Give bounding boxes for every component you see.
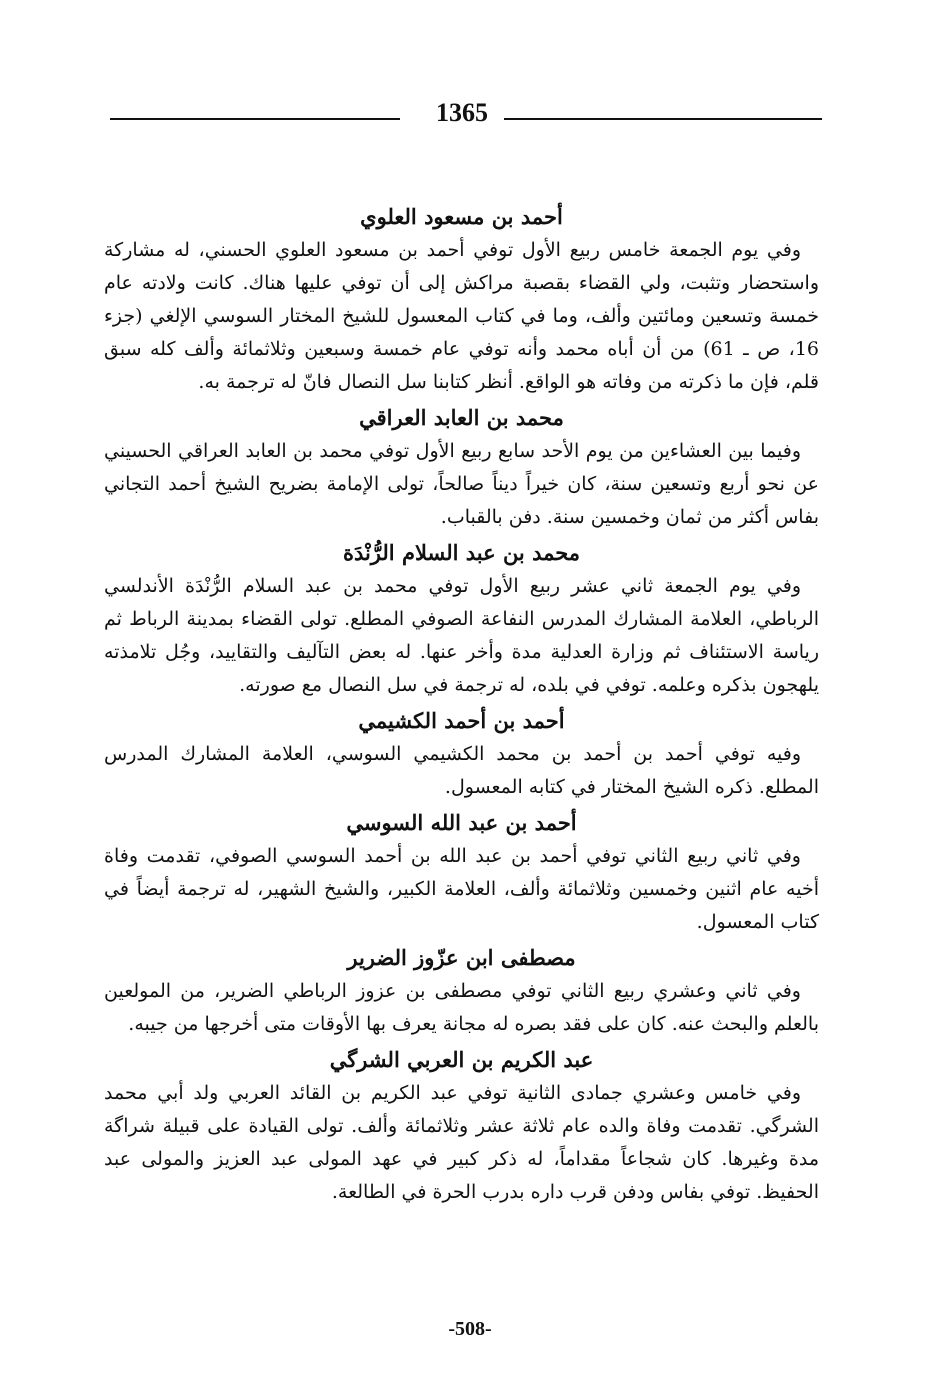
header-rule-left (110, 118, 400, 120)
section-title: عبد الكريم بن العربي الشرگي (329, 1047, 594, 1072)
section-paragraph: وفي خامس وعشري جمادى الثانية توفي عبد الكريم بن القائد العربي ولد أبي محمد الشرگي. تقدمت وفاة والده عام ثلاثة عشر وثلاثمائة وألف. تولى القيادة على قبيلة شراگة مدة وغيرها. كان شجاعاً مقداماً، له ذكر كبير في عهد المولى عبد العزيز والمولى عبد الحفيظ. توفي بفاس ودفن قرب داره بدرب الحرة في الطالعة. (104, 1082, 819, 1203)
section-paragraph: وفي يوم الجمعة خامس ربيع الأول توفي أحمد بن مسعود العلوي الحسني، له مشاركة واستحضار وتثبت، ولي القضاء بقصبة مراكش إلى أن توفي عليها هناك. كانت ولادته عام خمسة وتسعين ومائتين وألف، وما في كتاب المعسول للشيخ المختار السوسي الإلغي (جزء 16، ص ـ 61) من أن أباه محمد وأنه توفي عام خمسة وسبعين وثلاثمائة وألف كله سبق قلم، فإن ما ذكرته من وفاته هو الواقع. أنظر كتابنا سل النصال فانّ له ترجمة به. (104, 239, 819, 393)
section-title: أحمد بن مسعود العلوي (360, 204, 563, 229)
section-paragraph: وفي ثاني وعشري ربيع الثاني توفي مصطفى بن عزوز الرباطي الضرير، من المولعين بالعلم والبحث عنه. كان على فقد بصره له مجانة يعرف بها الأوقات متى أخرجها من جيبه. (104, 980, 819, 1035)
section-paragraph: وفي يوم الجمعة ثاني عشر ربيع الأول توفي محمد بن عبد السلام الرُّنْدَة الأندلسي الرباطي، العلامة المشارك المدرس النفاعة الصوفي المطلع. تولى القضاء بمدينة الرباط ثم رياسة الاستئناف ثم وزارة العدلية مدة وأخر عنها. له بعض التآليف والتقاييد، وجُل تلامذته يلهجون بذكره وعلمه. توفي في بلده، له ترجمة في سل النصال مع صورته. (104, 575, 819, 696)
section-title: أحمد بن أحمد الكشيمي (358, 708, 565, 733)
section-title: محمد بن عبد السلام الرُّنْدَة (342, 540, 581, 565)
section-title: أحمد بن عبد الله السوسي (346, 810, 577, 835)
section-title: محمد بن العابد العراقي (359, 405, 564, 430)
section-paragraph: وفيما بين العشاءين من يوم الأحد سابع ربيع الأول توفي محمد بن العابد العراقي الحسيني عن نحو أربع وتسعين سنة، كان خيراً ديناً صالحاً، تولى الإمامة بضريح الشيخ أحمد التجاني بفاس أكثر من ثمان وخمسين سنة. دفن بالقباب. (104, 440, 819, 528)
section-paragraph: وفي ثاني ربيع الثاني توفي أحمد بن عبد الله بن أحمد السوسي الصوفي، تقدمت وفاة أخيه عام اثنين وخمسين وثلاثمائة وألف، العلامة الكبير، والشيخ الشهير، له ترجمة أيضاً في كتاب المعسول. (104, 845, 819, 933)
section-title: مصطفى ابن عزّوز الضرير (347, 945, 576, 970)
footer-page-number: -508- (448, 1318, 492, 1340)
page-body (104, 200, 819, 1211)
page-header (110, 96, 822, 136)
page-number: 1365 (436, 98, 488, 127)
section-paragraph: وفيه توفي أحمد بن أحمد بن محمد الكشيمي السوسي، العلامة المشارك المدرس المطلع. ذكره الشيخ المختار في كتابه المعسول. (104, 743, 819, 798)
header-rule-right (504, 118, 822, 120)
